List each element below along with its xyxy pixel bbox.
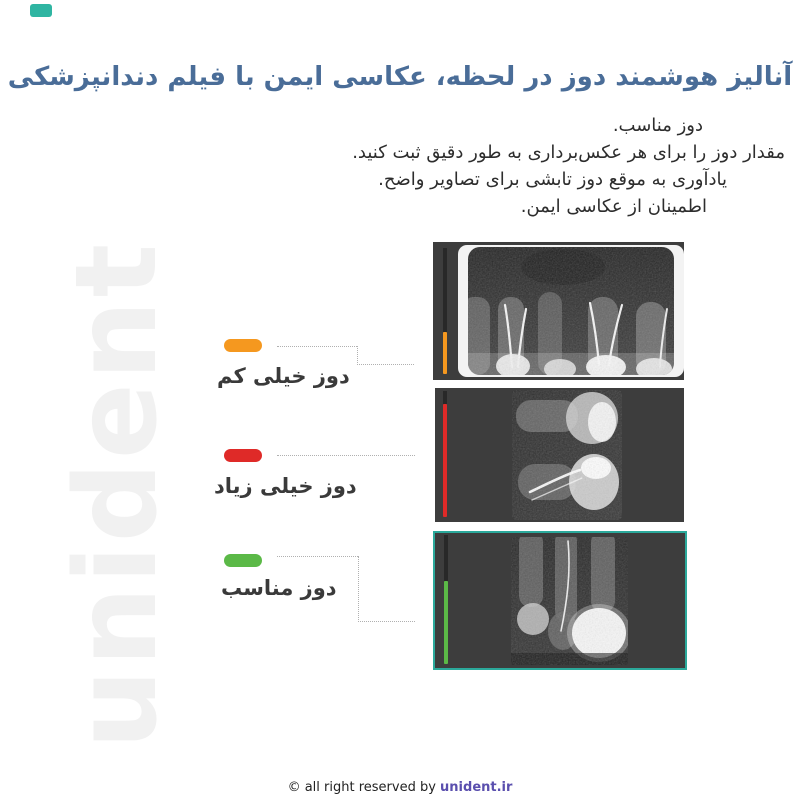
legend-pill-proper-dose <box>224 554 262 567</box>
dose-indicator-bar-green <box>444 581 448 664</box>
intro-line-3: یادآوری به موقع دوز تابشی برای تصاویر واضح. <box>378 169 727 190</box>
footer-link[interactable]: unident.ir <box>440 780 513 795</box>
dose-indicator-track <box>444 535 448 581</box>
intro-text <box>352 112 785 220</box>
dose-indicator-bar-orange <box>443 332 447 374</box>
page-title: آنالیز هوشمند دوز در لحظه، عکاسی ایمن با فیلم دندانپزشکی <box>7 62 793 92</box>
connector-line-ok <box>358 556 359 622</box>
legend-label-very-low-dose: دوز خیلی کم <box>217 364 350 388</box>
dose-indicator-track <box>443 248 447 332</box>
intro-line-1: دوز مناسب. <box>612 115 703 136</box>
connector-line-ok <box>277 556 358 557</box>
brand-watermark: unident <box>52 240 182 750</box>
connector-line-high <box>277 455 415 456</box>
xray-panel-very-low-dose <box>433 242 684 380</box>
brand-logo-square <box>30 4 52 17</box>
legend-pill-very-high-dose <box>224 449 262 462</box>
dose-indicator-bar-red <box>443 404 447 517</box>
xray-film <box>511 537 628 665</box>
copyright-text: © all right reserved by <box>287 780 441 795</box>
footer-copyright <box>0 780 800 795</box>
xray-image-molar-vertical <box>512 390 622 520</box>
legend-label-proper-dose: دوز مناسب <box>221 576 337 600</box>
dose-indicator-track <box>443 391 447 404</box>
intro-line-2: مقدار دوز را برای هر عکس‌برداری به طور دقیق ثبت کنید. <box>352 142 785 163</box>
intro-line-4: اطمینان از عکاسی ایمن. <box>520 196 707 217</box>
connector-line-ok <box>358 621 415 622</box>
xray-film <box>458 245 684 377</box>
connector-line-low <box>277 346 357 347</box>
connector-line-low <box>357 346 358 365</box>
xray-image-endo-file <box>511 537 628 665</box>
xray-image-periapical-wide <box>468 247 674 375</box>
xray-film <box>512 390 622 520</box>
legend-label-very-high-dose: دوز خیلی زیاد <box>214 474 357 498</box>
legend-pill-very-low-dose <box>224 339 262 352</box>
connector-line-low <box>357 364 414 365</box>
xray-panel-proper-dose <box>433 531 687 670</box>
xray-panel-very-high-dose <box>435 388 684 522</box>
